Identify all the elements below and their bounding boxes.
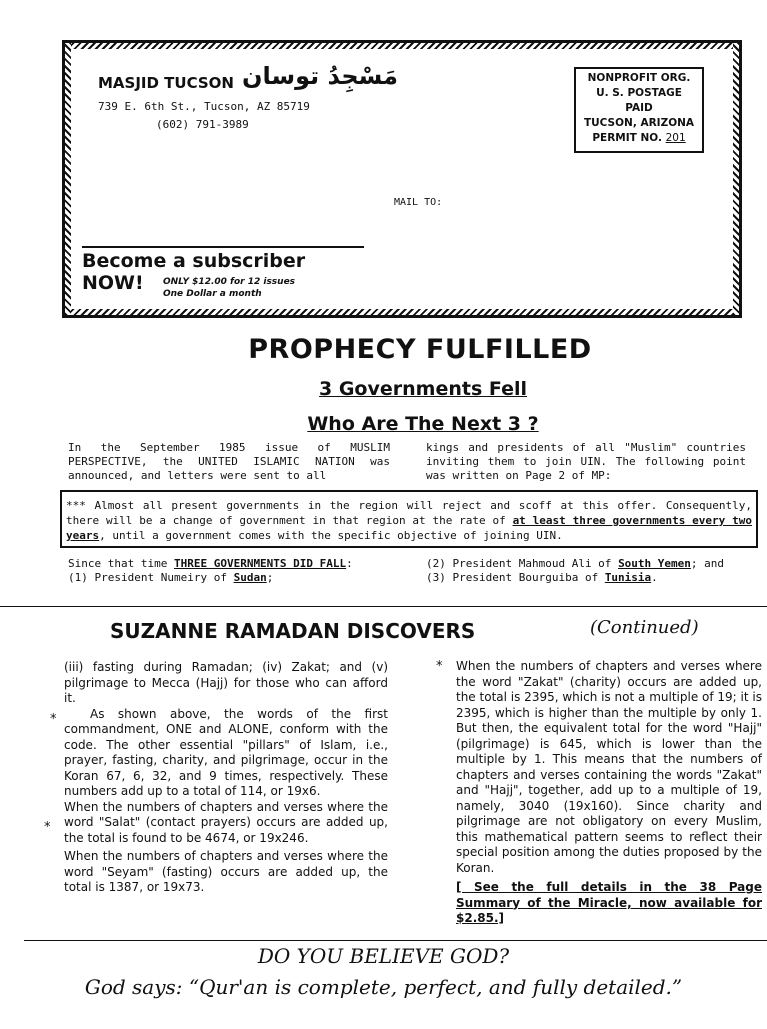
subscribe-title: Become a subscriber NOW! bbox=[82, 250, 306, 294]
suzanne-col-left bbox=[64, 660, 388, 896]
paragraph-zakat-hajj: When the numbers of chapters and verses where the word "Zakat" (charity) occurs are added up, the total is 2395, which is not a multiple of 19; it is 2395, which is higher than the multiple by only 1. But then, the equivalent total for the word "Hajj" (pilgrimage) is 645, which is lower than the multiple by 1. This means that the numbers of chapters and verses containing the words "Zakat" and "Hajj", together, add up to a multiple of 19, namely, 3040 (19x160). Since charity and pilgrimage are not obligatory on every Muslim, this mathematical pattern seems to reflect their special position among the duties proposed by the Koran. bbox=[456, 659, 762, 875]
prophecy-col-right: kings and presidents of all "Muslim" countries inviting them to join UIN. The following point was written on Page 2 of MP: bbox=[426, 441, 746, 482]
since-colon: : bbox=[346, 557, 353, 570]
sender-address: 739 E. 6th St., Tucson, AZ 85719 bbox=[98, 100, 310, 113]
prophecy-col-left: In the September 1985 issue of MUSLIM PERSPECTIVE, the UNITED ISLAMIC NATION was announced, and letters were sent to all bbox=[68, 441, 390, 482]
since-paragraph bbox=[68, 557, 390, 585]
item-3-end: . bbox=[651, 571, 658, 584]
paragraph-pillars-count: As shown above, the words of the first commandment, ONE and ALONE, conform with the code. The other essential "pillars" of Islam, i.e., prayer, fasting, charity, and pilgrimage, occur in the Koran 67, 6, 32, and 9 times, respectively. These numbers add up to a total of 114, or 19x6. bbox=[64, 706, 388, 798]
item-2-country: South Yemen bbox=[618, 557, 691, 570]
prophecy-subtitle: 3 Governments Fell bbox=[319, 378, 527, 400]
subscribe-price: ONLY $12.00 for 12 issues bbox=[163, 277, 296, 287]
item-3: (3) President Bourguiba of bbox=[426, 571, 605, 584]
postage-line: TUCSON, ARIZONA bbox=[583, 117, 695, 129]
permit-line bbox=[576, 131, 702, 146]
border-hatch-bottom bbox=[65, 309, 739, 315]
continued-label: (Continued) bbox=[590, 617, 699, 638]
border-hatch-left bbox=[65, 43, 71, 315]
postage-line: PAID bbox=[625, 102, 653, 114]
closing-question: DO YOU BELIEVE GOD? bbox=[257, 944, 510, 968]
postage-line: U. S. POSTAGE bbox=[596, 87, 682, 99]
paragraph-seyam: When the numbers of chapters and verses where the word "Seyam" (fasting) occurs are added up, the total is 1387, or 19x73. bbox=[64, 849, 388, 894]
item-1: (1) President Numeiry of bbox=[68, 571, 234, 584]
quote-text: *** Almost all present governments in the region will reject and scoff at this offer. Consequently, there will be a change of government in that region at the rate of bbox=[66, 499, 752, 527]
quote-text-end: , until a government comes with the specific objective of joining UIN. bbox=[99, 529, 563, 542]
item-1-end: ; bbox=[266, 571, 274, 584]
item-2: (2) President Mahmoud Ali of bbox=[426, 557, 619, 570]
prophecy-title: PROPHECY FULFILLED bbox=[248, 334, 592, 365]
paragraph-salat: When the numbers of chapters and verses where the word "Salat" (contact prayers) occurs are added up, the total is found to be 4674, or 19x246. bbox=[64, 799, 388, 845]
sender-name: MASJID TUCSON bbox=[98, 74, 234, 92]
prophecy-question: Who Are The Next 3 ? bbox=[307, 413, 539, 435]
summary-offer: [ See the full details in the 38 Page Summary of the Miracle, now available for $2.85.] bbox=[456, 880, 762, 925]
subscribe-note: One Dollar a month bbox=[163, 289, 262, 299]
quote-emphasis: at least three governments every two years bbox=[66, 514, 752, 542]
item-3-country: Tunisia bbox=[604, 571, 652, 584]
item-2-end: ; and bbox=[690, 557, 725, 570]
mail-to-label: MAIL TO: bbox=[394, 197, 443, 208]
border-hatch-right bbox=[733, 43, 739, 315]
permit-number: 201 bbox=[665, 132, 686, 144]
closing-divider bbox=[24, 940, 767, 941]
items-right bbox=[426, 557, 748, 585]
sender-phone: (602) 791-3989 bbox=[156, 118, 249, 131]
bullet-star: * bbox=[50, 712, 57, 727]
since-text: Since that time bbox=[68, 557, 174, 570]
suzanne-col-right bbox=[456, 659, 762, 927]
bullet-star: * bbox=[436, 659, 443, 674]
postage-indicia bbox=[574, 67, 704, 153]
item-1-country: Sudan bbox=[233, 571, 267, 584]
suzanne-title: SUZANNE RAMADAN DISCOVERS bbox=[110, 619, 476, 643]
sender-arabic-logo: مَسْجِدُ توسان bbox=[242, 62, 398, 90]
border-hatch-top bbox=[65, 43, 739, 49]
permit-label: PERMIT NO. bbox=[592, 132, 662, 144]
paragraph-pillars-end: (iii) fasting during Ramadan; (iv) Zakat; and (v) pilgrimage to Mecca (Hajj) for those who can afford it. bbox=[64, 660, 388, 705]
section-divider bbox=[0, 606, 767, 607]
bullet-star: * bbox=[44, 820, 51, 835]
since-emphasis: THREE GOVERNMENTS DID FALL bbox=[173, 557, 347, 570]
closing-quote: God says: “Qur'an is complete, perfect, and fully detailed.” bbox=[84, 975, 683, 999]
postage-line: NONPROFIT ORG. bbox=[587, 72, 691, 84]
prophecy-quote-box bbox=[60, 490, 758, 548]
